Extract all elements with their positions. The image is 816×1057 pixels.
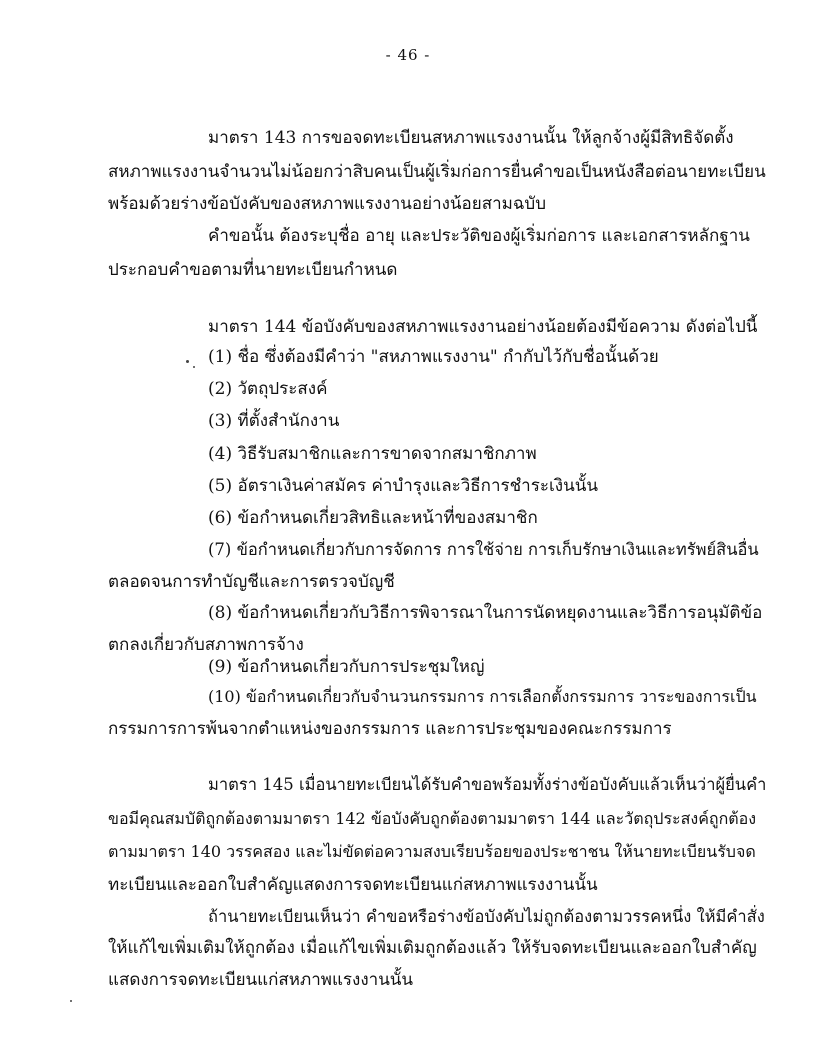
scan-speck [193,366,195,368]
section-144-item: (8) ข้อกำหนดเกี่ยวกับวิธีการพิจารณาในการนัดหยุดงานและวิธีการอนุมัติข้อ [208,603,763,623]
section-144-item: (1) ชื่อ ซึ่งต้องมีคำว่า "สหภาพแรงงาน" กำกับไว้กับชื่อนั้นด้วย [208,347,659,367]
section-145-line: ทะเบียนและออกใบสำคัญแสดงการจดทะเบียนแก่สหภาพแรงงานนั้น [108,875,598,895]
scan-speck [186,360,189,363]
section-144-item: (2) วัตถุประสงค์ [208,379,328,399]
section-145-line: ถ้านายทะเบียนเห็นว่า คำขอหรือร่างข้อบังคับไม่ถูกต้องตามวรรคหนึ่ง ให้มีคำสั่ง [208,907,765,926]
section-143-line: มาตรา 143 การขอจดทะเบียนสหภาพแรงงานนั้น ให้ลูกจ้างผู้มีสิทธิจัดตั้ง [208,128,734,148]
section-144-item: กรรมการการพ้นจากตำแหน่งของกรรมการ และการประชุมของคณะกรรมการ [108,719,672,739]
section-144-item: (3) ที่ตั้งสำนักงาน [208,411,340,431]
section-145-line: ให้แก้ไขเพิ่มเติมให้ถูกต้อง เมื่อแก้ไขเพิ่มเติมถูกต้องแล้ว ให้รับจดทะเบียนและออกใบสำคัญ [108,938,757,958]
section-145-line: แสดงการจดทะเบียนแก่สหภาพแรงงานนั้น [108,970,414,990]
section-145-line: มาตรา 145 เมื่อนายทะเบียนได้รับคำขอพร้อมทั้งร่างข้อบังคับแล้วเห็นว่าผู้ยื่นคำ [208,775,767,794]
section-145-line: ขอมีคุณสมบัติถูกต้องตามมาตรา 142 ข้อบังคับถูกต้องตามมาตรา 144 และวัตถุประสงค์ถูกต้อง [108,809,757,828]
section-144-line: มาตรา 144 ข้อบังคับของสหภาพแรงงานอย่างน้อยต้องมีข้อความ ดังต่อไปนี้ [208,317,758,337]
scan-speck [70,1000,72,1002]
section-144-item: (6) ข้อกำหนดเกี่ยวสิทธิและหน้าที่ของสมาชิก [208,508,538,528]
section-143-line: คำขอนั้น ต้องระบุชื่อ อายุ และประวัติของผู้เริ่มก่อการ และเอกสารหลักฐาน [208,226,750,246]
section-144-item: (4) วิธีรับสมาชิกและการขาดจากสมาชิกภาพ [208,444,537,464]
page-number: - 46 - [385,46,431,64]
section-144-item: ตกลงเกี่ยวกับสภาพการจ้าง [108,635,304,655]
section-143-line: สหภาพแรงงานจำนวนไม่น้อยกว่าสิบคนเป็นผู้เริ่มก่อการยื่นคำขอเป็นหนังสือต่อนายทะเบียน [108,162,766,182]
section-144-item: ตลอดจนการทำบัญชีและการตรวจบัญชี [108,572,395,592]
section-143-line: พร้อมด้วยร่างข้อบังคับของสหภาพแรงงานอย่างน้อยสามฉบับ [108,194,546,214]
section-143-line: ประกอบคำขอตามที่นายทะเบียนกำหนด [108,260,398,280]
section-144-item: (7) ข้อกำหนดเกี่ยวกับการจัดการ การใช้จ่าย การเก็บรักษาเงินและทรัพย์สินอื่น [208,540,759,559]
section-144-item: (10) ข้อกำหนดเกี่ยวกับจำนวนกรรมการ การเลือกตั้งกรรมการ วาระของการเป็น [208,687,757,706]
section-144-item: (5) อัตราเงินค่าสมัคร ค่าบำรุงและวิธีการชำระเงินนั้น [208,476,598,496]
section-145-line: ตามมาตรา 140 วรรคสอง และไม่ขัดต่อความสงบเรียบร้อยของประชาชน ให้นายทะเบียนรับจด [108,842,756,861]
section-144-item: (9) ข้อกำหนดเกี่ยวกับการประชุมใหญ่ [208,657,485,677]
